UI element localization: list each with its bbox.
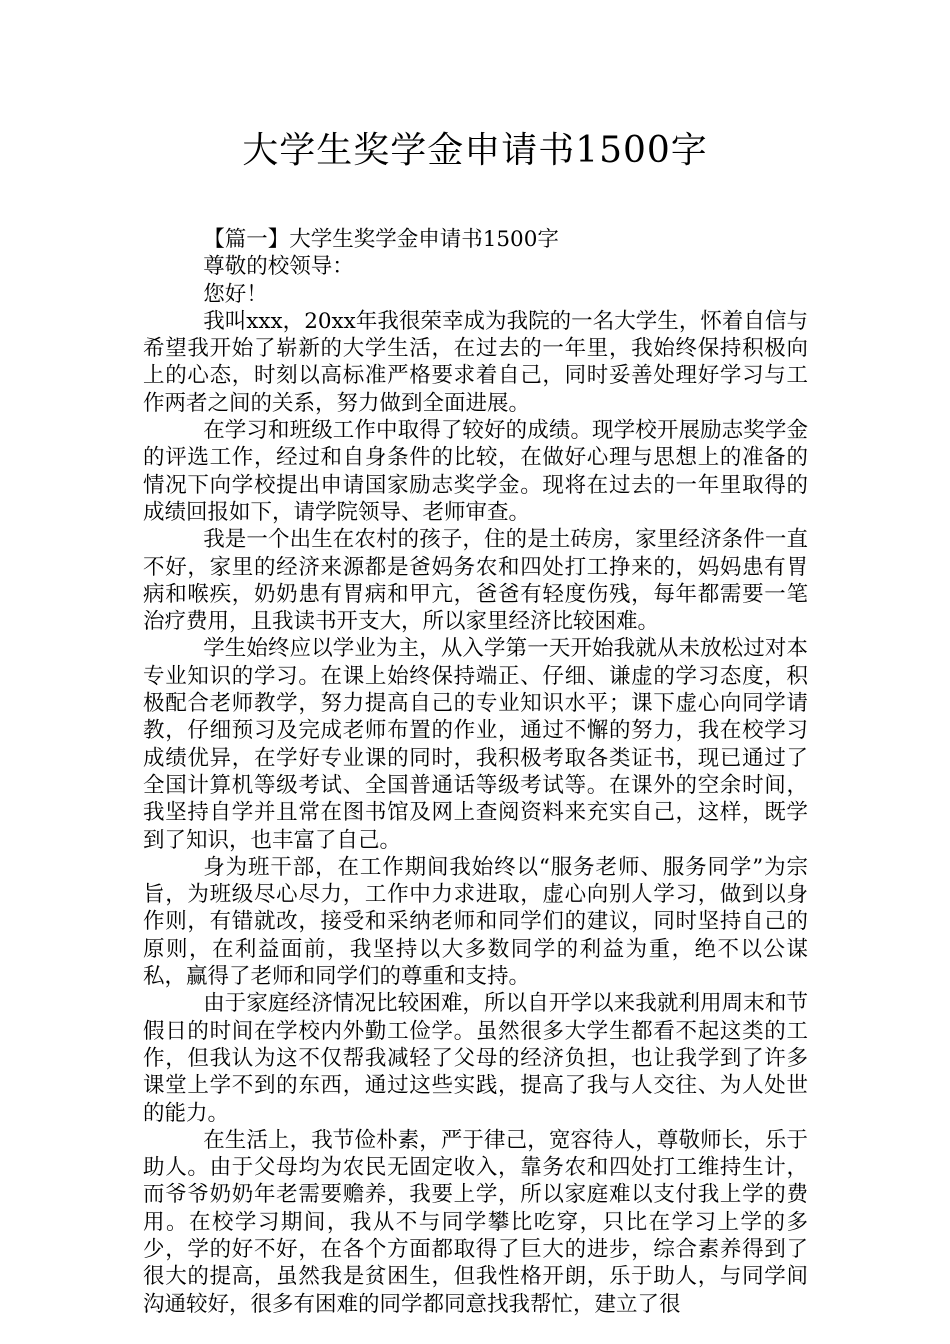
document-body: [143, 226, 808, 1318]
greeting: 您好！: [203, 281, 268, 307]
paragraph: 在生活上，我节俭朴素，严于律己，宽容待人，尊敬师长，乐于助人。由于父母均为农民无固定收入，靠务农和四处打工维持生计，而爷爷奶奶年老需要赡养，我要上学，所以家庭难以支付我上学的费用。在校学习期间，我从不与同学攀比吃穿，只比在学习上学的多少，学的好不好，在各个方面都取得了巨大的进步，综合素养得到了很大的提高，虽然我是贫困生，但我性格开朗，乐于助人，与同学间沟通较好，很多有困难的同学都同意找我帮忙，建立了很: [143, 1127, 808, 1317]
paragraph: 我是一个出生在农村的孩子，住的是土砖房，家里经济条件一直不好，家里的经济来源都是爸妈务农和四处打工挣来的，妈妈患有胃病和喉疾，奶奶患有胃病和甲亢，爸爸有轻度伤残，每年都需要一笔治疗费用，且我读书开支大，所以家里经济比较困难。: [143, 527, 808, 635]
paragraph: 身为班干部，在工作期间我始终以“服务老师、服务同学”为宗旨，为班级尽心尽力，工作中力求进取，虚心向别人学习，做到以身作则，有错就改，接受和采纳老师和同学们的建议，同时坚持自己的原则，在利益面前，我坚持以大多数同学的利益为重，绝不以公谋私，赢得了老师和同学们的尊重和支持。: [143, 854, 808, 990]
document-title: 大学生奖学金申请书1500字: [242, 130, 708, 171]
salutation: 尊敬的校领导：: [203, 254, 354, 280]
paragraph: 在学习和班级工作中取得了较好的成绩。现学校开展励志奖学金的评选工作，经过和自身条件的比较，在做好心理与思想上的准备的情况下向学校提出申请国家励志奖学金。现将在过去的一年里取得的成绩回报如下，请学院领导、老师审查。: [143, 418, 808, 525]
paragraph: 我叫xxx，20xx年我很荣幸成为我院的一名大学生，怀着自信与希望我开始了崭新的大学生活，在过去的一年里，我始终保持积极向上的心态，时刻以高标准严格要求着自己，同时妥善处理好学习与工作两者之间的关系，努力做到全面进展。: [143, 308, 808, 416]
paragraph: 学生始终应以学业为主，从入学第一天开始我就从未放松过对本专业知识的学习。在课上始终保持端正、仔细、谦虚的学习态度，积极配合老师教学，努力提高自己的专业知识水平；课下虚心向同学请教，仔细预习及完成老师布置的作业，通过不懈的努力，我在校学习成绩优异，在学好专业课的同时，我积极考取各类证书，现已通过了全国计算机等级考试、全国普通话等级考试等。在课外的空余时间，我坚持自学并且常在图书馆及网上查阅资料来充实自己，这样，既学到了知识，也丰富了自己。: [143, 636, 808, 853]
paragraph: 由于家庭经济情况比较困难，所以自开学以来我就利用周末和节假日的时间在学校内外勤工俭学。虽然很多大学生都看不起这类的工作，但我认为这不仅帮我减轻了父母的经济负担，也让我学到了许多课堂上学不到的东西，通过这些实践，提高了我与人交往、为人处世的能力。: [143, 991, 808, 1126]
section-heading: 【篇一】大学生奖学金申请书1500字: [203, 227, 559, 252]
